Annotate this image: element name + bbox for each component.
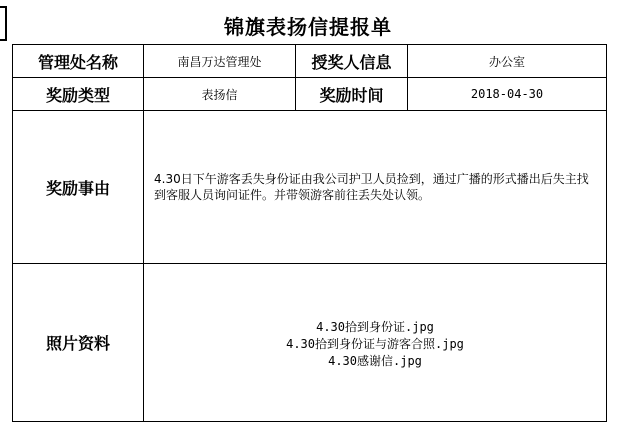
- photo-file-item[interactable]: 4.30感谢信.jpg: [328, 354, 422, 368]
- reward-type-label: 奖励类型: [13, 78, 144, 111]
- reward-time-label: 奖励时间: [296, 78, 408, 111]
- table-row-reason: [13, 111, 607, 264]
- office-label: 管理处名称: [13, 45, 144, 78]
- photo-list-cell[interactable]: [144, 264, 607, 422]
- office-value-cell[interactable]: 南昌万达管理处: [144, 45, 296, 78]
- photo-list: [144, 315, 606, 370]
- recipient-value-cell[interactable]: 办公室: [408, 45, 607, 78]
- table-row-type: [13, 78, 607, 111]
- reward-reason-cell[interactable]: [144, 111, 607, 264]
- reward-type-value-cell[interactable]: 表扬信: [144, 78, 296, 111]
- photo-file-item[interactable]: 4.30拾到身份证.jpg: [316, 320, 434, 334]
- recipient-label: 授奖人信息: [296, 45, 408, 78]
- table-row-office: [13, 45, 607, 78]
- form-title: 锦旗表扬信提报单: [224, 14, 392, 39]
- reward-reason-label: 奖励事由: [13, 111, 144, 264]
- table-row-photos: [13, 264, 607, 422]
- photo-label: 照片资料: [13, 264, 144, 422]
- reward-time-value-cell[interactable]: 2018-04-30: [408, 78, 607, 111]
- photo-file-item[interactable]: 4.30拾到身份证与游客合照.jpg: [286, 337, 464, 351]
- report-form-table: [12, 44, 607, 422]
- reward-reason-text: 4.30日下午游客丢失身份证由我公司护卫人员捡到，通过广播的形式播出后失主找到客服人员询问证件。并带领游客前往丢失处认领。: [154, 172, 589, 202]
- selected-cell-edge[interactable]: [0, 6, 7, 41]
